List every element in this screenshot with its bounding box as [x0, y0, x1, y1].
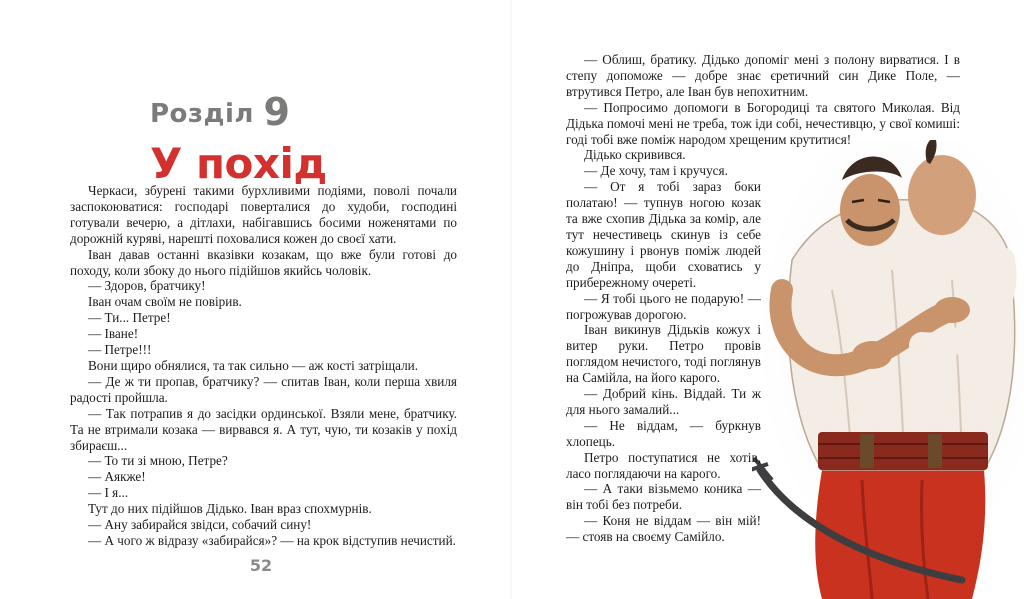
paragraph: — Добрий кінь. Віддай. Ти ж для нього замалий... — [566, 386, 761, 417]
paragraph: — А таки візьмемо коника — він тобі без потреби. — [566, 481, 761, 513]
paragraph: Вони щиро обнялися, та так сильно — аж кості затріщали. — [88, 357, 419, 373]
paragraph: — Ану забирайся звідси, собачий сину! — [88, 517, 312, 533]
paragraph: — От я тобі зараз боки полатаю! — тупнув ногою козак та вже схопив Дідька за комір, але тут нечестивець скинув із себе кожушину і рвонув поміж людей до Дніпра, щоби сховатись у прибережному очереті. — [566, 179, 761, 290]
page-number: 52 — [249, 556, 273, 575]
paragraph: Іван очам своїм не повірив. — [88, 294, 242, 310]
paragraph: — Петре!!! — [88, 342, 152, 358]
chapter-title: У похід — [150, 139, 327, 188]
left-page-text — [70, 183, 457, 549]
paragraph: — Ти... Петре! — [88, 310, 171, 326]
chapter-heading — [150, 92, 291, 134]
paragraph: — То ти зі мною, Петре? — [88, 453, 228, 469]
right-page-text — [566, 52, 960, 545]
paragraph: Іван давав останні вказівки козакам, що вже були готові до походу, коли збоку до нього підійшов якийсь чоловік. — [70, 246, 457, 278]
paragraph: Тут до них підійшов Дідько. Іван враз спохмурнів. — [88, 501, 372, 517]
chapter-label: Розділ — [150, 99, 254, 129]
paragraph: — Так потрапив я до засідки ординської. Взяли мене, братчику. Та не втримали козака — вирвався я. А тут, чую, ти козаків у похід збираєш... — [70, 405, 457, 453]
paragraph: — Здоров, братчику! — [88, 278, 206, 294]
paragraph: Черкаси, збурені такими бурхливими подіями, поволі почали заспокоюватися: господарі поверталися до худоби, господині готували вечерю, а дітлахи, набігавшись босими ноженятами по дорожній куряві, нарешті поховалися кожен до своєї хати. — [70, 183, 457, 246]
paragraph: — Не віддам, — буркнув хлопець. — [566, 417, 761, 449]
paragraph: — Облиш, братику. Дідько допоміг мені з полону вирватися. І в степу допоможе — добре знає єретичний син Дике Поле, — втрутився Петро, але Іван був непохитним. — [566, 52, 960, 99]
paragraph: — І я... — [88, 485, 129, 501]
chapter-number: 9 — [263, 90, 291, 134]
paragraph: — Попросимо допомоги в Богородиці та святого Миколая. Від Дідька помочі мені не треба, тож іди собі, нечестивцю, у свої комиші: годі тобі вже поміж народом хрещеним крутитися! — [566, 99, 960, 147]
paragraph: — А чого ж відразу «забирайся»? — на крок відступив нечистий. — [88, 532, 456, 548]
paragraph: — Іване! — [88, 326, 139, 342]
paragraph: Дідько скривився. — [584, 147, 686, 163]
paragraph: — Аякже! — [88, 469, 146, 485]
paragraph: Іван викинув Дідьків кожух і витер руки. Петро провів поглядом нечистого, тоді поглянув на Самійла, на його карого. — [566, 322, 761, 386]
paragraph: Петро поступатися не хотів, ласо поглядаючи на карого. — [566, 449, 761, 481]
paragraph: — Я тобі цього не подарую! — погрожував дорогою. — [566, 290, 761, 322]
paragraph: — Де ж ти пропав, братчику? — спитав Іван, коли перша хвиля радості пройшла. — [70, 373, 457, 405]
paragraph: — Де хочу, там і кручуся. — [584, 163, 728, 179]
paragraph: — Коня не віддам — він мій! — стояв на своєму Самійло. — [566, 513, 761, 545]
